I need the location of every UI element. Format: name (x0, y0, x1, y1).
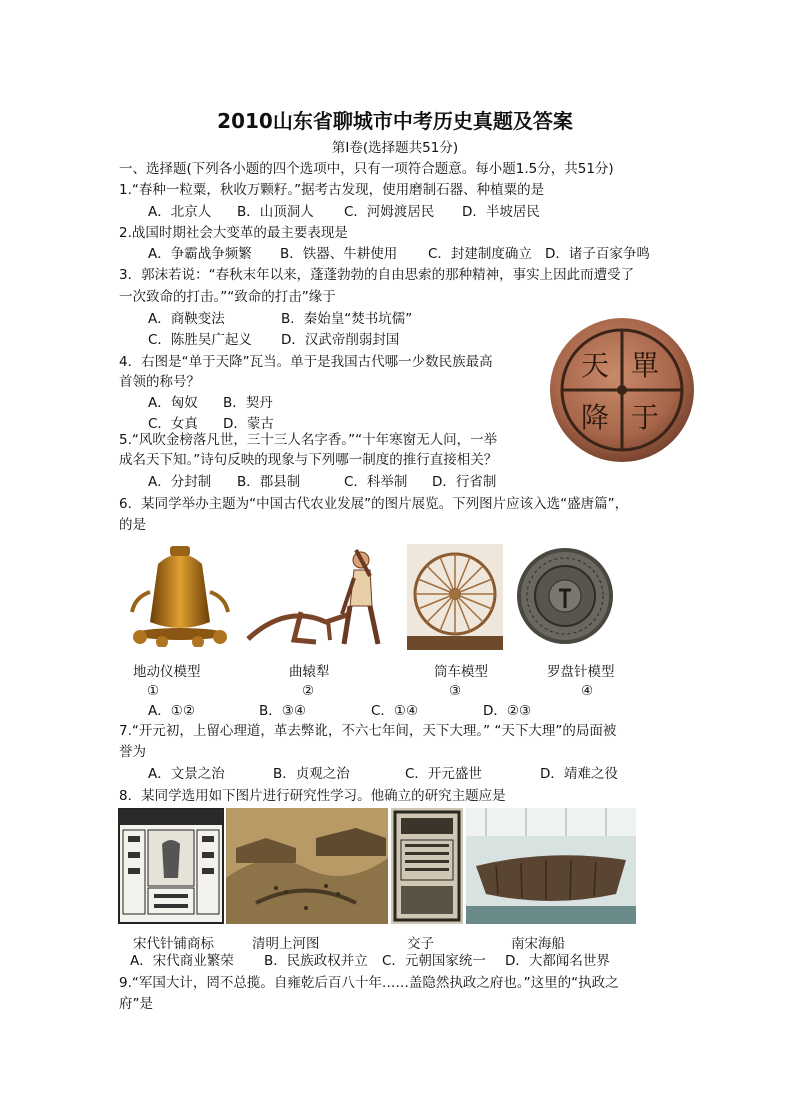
q8-caption-3: 交子 (407, 936, 434, 952)
compass-image (515, 542, 615, 650)
section-header: 第Ⅰ卷(选择题共51分) (331, 140, 459, 156)
q9-stem-line1: 9.“军国大计，罔不总揽。自雍乾后百八十年……盖隐然执政之府也。”这里的“执政之 (119, 975, 619, 991)
q2-option-b: B．铁器、牛耕使用 (280, 246, 398, 262)
q6-option-d: D．②③ (483, 703, 532, 719)
q1-option-b: B．山顶洞人 (237, 204, 314, 220)
q7-option-b: B．贞观之治 (273, 766, 350, 782)
q8-caption-2: 清明上河图 (252, 936, 320, 952)
q6-stem-line1: 6．某同学举办主题为“中国古代农业发展”的图片展览。下列图片应该入选“盛唐篇”， (119, 496, 629, 512)
q1-option-d: D．半坡居民 (462, 204, 540, 220)
tile-char-jiang: 降 (581, 401, 610, 434)
q6-caption-4: 罗盘针模型 (547, 664, 615, 680)
chanyu-tile-image (548, 316, 696, 464)
q3-option-a: A．商鞅变法 (148, 311, 225, 327)
q2-option-a: A．争霸战争频繁 (148, 246, 252, 262)
q8-option-a: A．宋代商业繁荣 (130, 953, 234, 969)
q9-stem-line2: 府”是 (119, 996, 153, 1012)
q4-option-a: A．匈奴 (148, 395, 198, 411)
q1-option-c: C．河姆渡居民 (344, 204, 435, 220)
q5-stem-line1: 5.“风吹金榜落凡世，三十三人名字香。”“十年寒窗无人问，一举 (119, 432, 498, 448)
q6-num-3: ③ (449, 683, 462, 699)
q8-option-c: C．元朝国家统一 (382, 953, 486, 969)
q6-num-2: ② (302, 683, 315, 699)
q5-option-b: B．郡县制 (237, 474, 301, 490)
song-seagoing-ship-image (466, 808, 636, 924)
q5-option-d: D．行省制 (432, 474, 497, 490)
q3-stem-line1: 3．郭沫若说：“春秋末年以来，蓬蓬勃勃的自由思索的那种精神，事实上因此而遭受了 (119, 267, 635, 283)
qingming-scroll-image (226, 808, 388, 924)
q7-option-c: C．开元盛世 (405, 766, 482, 782)
q8-stem: 8．某同学选用如下图片进行研究性学习。他确立的研究主题应是 (119, 788, 506, 804)
q4-stem-line1: 4．右图是“单于天降”瓦当。单于是我国古代哪一少数民族最高 (119, 354, 493, 370)
q4-stem-line2: 首领的称号？ (119, 374, 200, 390)
curved-plow-image (246, 544, 398, 649)
q8-caption-4: 南宋海船 (511, 936, 565, 952)
jiaozi-banknote-image (391, 808, 463, 924)
q6-stem-line2: 的是 (119, 517, 146, 533)
q5-option-c: C．科举制 (344, 474, 408, 490)
needle-shop-trademark-image (118, 808, 224, 924)
q8-option-b: B．民族政权并立 (264, 953, 368, 969)
q3-option-c: C．陈胜吴广起义 (148, 332, 252, 348)
q6-num-4: ④ (581, 683, 594, 699)
q8-caption-1: 宋代针铺商标 (133, 936, 214, 952)
q6-option-b: B．③④ (259, 703, 306, 719)
q5-stem-line2: 成名天下知。”诗句反映的现象与下列哪一制度的推行直接相关？ (119, 452, 498, 468)
tile-char-tian: 天 (581, 349, 610, 382)
q4-option-d: D．蒙古 (223, 416, 274, 432)
q4-option-b: B．契丹 (223, 395, 273, 411)
q7-option-a: A．文景之治 (148, 766, 225, 782)
page-title: 2010山东省聊城市中考历史真题及答案 (217, 109, 573, 133)
q3-option-b: B．秦始皇“焚书坑儒” (281, 311, 413, 327)
q7-stem-line1: 7.“开元初，上留心理道，革去弊讹，不六七年间，天下大理。” “天下大理”的局面被 (119, 723, 617, 739)
q6-caption-2: 曲辕犁 (289, 664, 330, 680)
q2-option-c: C．封建制度确立 (428, 246, 532, 262)
tile-char-yu: 于 (631, 401, 660, 434)
q4-option-c: C．女真 (148, 416, 198, 432)
seismograph-image (120, 542, 240, 647)
q6-num-1: ① (147, 683, 160, 699)
q8-option-d: D．大都闻名世界 (505, 953, 610, 969)
q6-option-a: A．①② (148, 703, 195, 719)
tile-char-chan: 單 (631, 349, 660, 382)
q7-option-d: D．靖难之役 (540, 766, 618, 782)
waterwheel-image (407, 544, 503, 650)
q1-option-a: A．北京人 (148, 204, 212, 220)
q3-stem-line2: 一次致命的打击。”“致命的打击”缘于 (119, 289, 336, 305)
q3-option-d: D．汉武帝削弱封国 (281, 332, 400, 348)
instructions: 一、选择题(下列各小题的四个选项中，只有一项符合题意。每小题1.5分，共51分) (119, 161, 614, 177)
q1-stem: 1.“春种一粒粟，秋收万颗籽。”据考古发现，使用磨制石器、种植粟的是 (119, 182, 545, 198)
q6-caption-3: 筒车模型 (434, 664, 488, 680)
q6-caption-1: 地动仪模型 (133, 664, 201, 680)
q2-stem: 2.战国时期社会大变革的最主要表现是 (119, 225, 348, 241)
q6-option-c: C．①④ (371, 703, 419, 719)
q5-option-a: A．分封制 (148, 474, 212, 490)
q7-stem-line2: 誉为 (119, 744, 146, 760)
q2-option-d: D．诸子百家争鸣 (545, 246, 650, 262)
